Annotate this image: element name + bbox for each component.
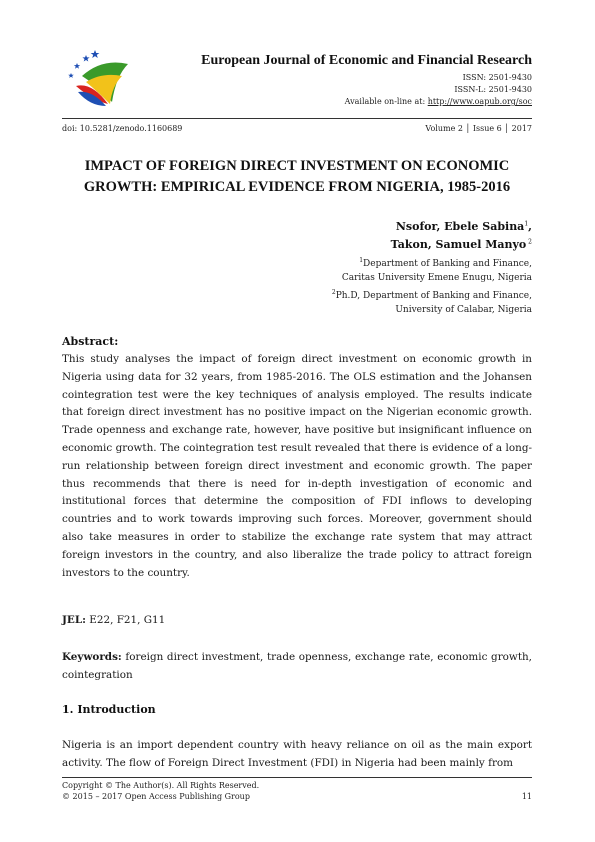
- title-line-1: IMPACT OF FOREIGN DIRECT INVESTMENT ON ECONOMIC: [84, 158, 510, 174]
- affiliation-2-line-2: University of Calabar, Nigeria: [395, 305, 532, 315]
- footer: [62, 780, 532, 802]
- jel-value: E22, F21, G11: [85, 614, 166, 626]
- jel-label: JEL:: [62, 614, 86, 626]
- volume-issue: Volume 2 │ Issue 6 │ 2017: [425, 124, 532, 133]
- page-number: 11: [521, 792, 532, 801]
- online-availability: [150, 97, 532, 106]
- introduction-text: Nigeria is an import dependent country with heavy reliance on oil as the main export activity. The flow of Foreign Direct Investment (FDI) in Nigeria had been mainly from: [62, 739, 532, 769]
- affiliation-1-line-1: $^1$Department of Banking and Finance,: [359, 257, 532, 269]
- journal-logo: [62, 46, 134, 112]
- issn-l: ISSN-L: 2501-9430: [454, 85, 532, 94]
- jel-codes: [62, 612, 532, 630]
- abstract-text: This study analyses the impact of foreign direct investment on economic growth in Nigeria using data for 32 years, from 1985-2016. The OLS estimation and the Johansen cointegration test were the key techniques of analysis employed. The results indicate that foreign direct investment has no positive impact on the Nigerian economic growth. Trade openness and exchange rate, however, have positive but insignificant influence on economic growth. The cointegration test result revealed that there is evidence of a long-run relationship between foreign direct investment and economic growth. The paper thus recommends that there is need for in-depth investigation of economic and institutional forces that determine the composition of FDI inflows to developing countries and to work towards improving such forces. Moreover, government should also take measures in order to stabilize the exchange rate system that may attract foreign investors in the country, and also liberalize the trade policy to attract foreign investors to the country.: [62, 353, 532, 579]
- affiliation-2-line-1: $^2$Ph.D, Department of Banking and Finance,: [331, 289, 532, 301]
- issn: ISSN: 2501-9430: [462, 73, 532, 82]
- keywords-label: Keywords:: [62, 651, 122, 663]
- copyright: Copyright © The Author(s). All Rights Reserved.: [62, 781, 260, 790]
- author-1: Nsofor, Ebele Sabina$^1$,: [395, 220, 532, 233]
- keywords: [62, 649, 532, 685]
- title-line-2: GROWTH: EMPIRICAL EVIDENCE FROM NIGERIA, 1985-2016: [83, 179, 511, 195]
- affiliation-1-line-2: Caritas University Emene Enugu, Nigeria: [341, 273, 532, 283]
- footer-rule: [62, 777, 532, 778]
- online-prefix: Available on-line at:: [344, 97, 428, 106]
- journal-url-link[interactable]: http://www.oapub.org/soc: [427, 97, 532, 106]
- journal-title: European Journal of Economic and Financial Research: [201, 53, 532, 68]
- header-rule: [62, 118, 532, 119]
- doi-row: [62, 124, 532, 133]
- keywords-value: foreign direct investment, trade openness, exchange rate, economic growth, cointegration: [62, 651, 532, 681]
- author-2: Takon, Samuel Manyo $^2$: [390, 238, 532, 251]
- introduction-heading: 1. Introduction: [62, 703, 156, 716]
- doi: doi: 10.5281/zenodo.1160689: [62, 124, 183, 133]
- publisher: © 2015 – 2017 Open Access Publishing Group: [62, 792, 250, 801]
- abstract-heading: Abstract:: [62, 335, 119, 348]
- paper-title: [62, 156, 532, 198]
